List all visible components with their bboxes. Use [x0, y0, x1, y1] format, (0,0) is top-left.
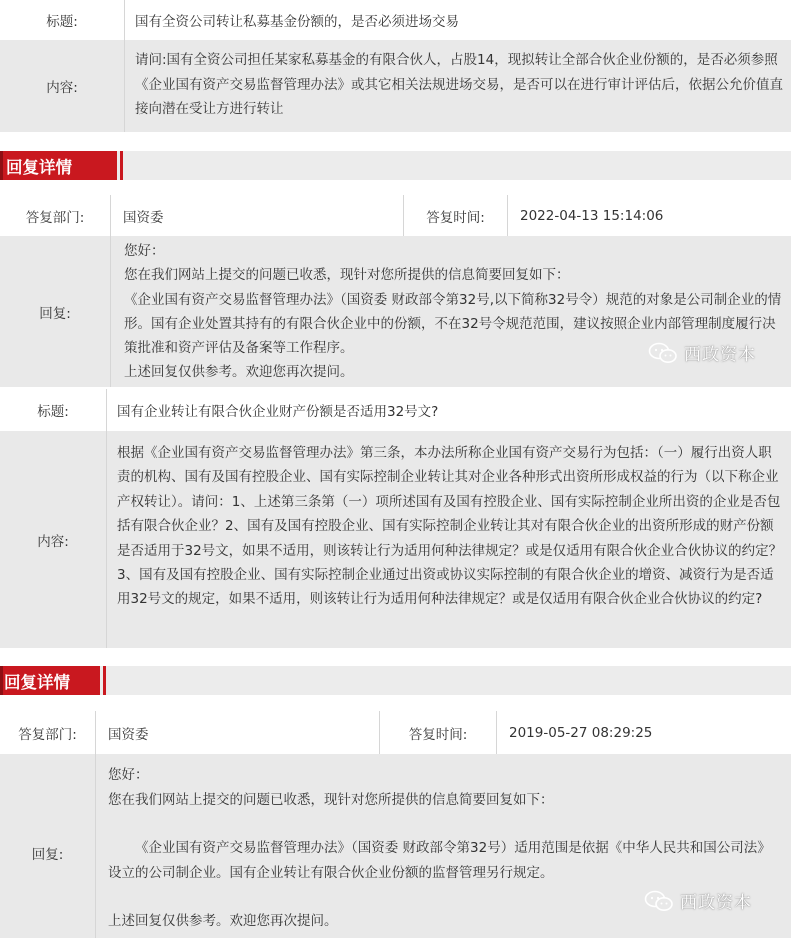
time-value: 2019-05-27 08:29:25 [509, 724, 653, 741]
reply-content: 您好： 您在我们网站上提交的问题已收悉，现针对您所提供的信息简要回复如下： 《企业国有资产交易监督管理办法》（国资委 财政部令第32号）适用范围是依据《中华人民共和国公司法》设立的公司制企业。国有企业转让有限合伙企业份额的监督管理另行规定。 上述回复仅供参考。欢迎您再次提问。 [108, 767, 771, 929]
reply-details-tag: 回复详情 [0, 151, 117, 180]
title-label: 标题: [0, 0, 125, 40]
dept-value: 国资委 [96, 711, 380, 754]
reply-details-tag: 回复详情 [0, 666, 100, 695]
dept-value: 国资委 [111, 195, 404, 236]
title-row [0, 389, 791, 431]
time-value: 2022-04-13 15:14:06 [520, 207, 664, 224]
dept-label: 答复部门: [0, 711, 96, 754]
question-title: 国有企业转让有限合伙企业财产份额是否适用32号文? [117, 404, 439, 420]
watermark [648, 340, 756, 365]
wechat-icon [644, 890, 674, 912]
dept-label: 答复部门: [0, 195, 111, 236]
watermark [644, 888, 752, 913]
reply-label: 回复: [0, 236, 111, 387]
dept-row [0, 195, 791, 236]
title-row [0, 0, 791, 40]
question-content: 根据《企业国有资产交易监督管理办法》第三条，本办法所称企业国有资产交易行为包括：（一）履行出资人职责的机构、国有及国有控股企业、国有实际控制企业转让其对企业各种形式出资所形成权益的行为（以下称企业产权转让）。请问：1、上述第三条第（一）项所述国有及国有控股企业、国有实际控制企业所出资的企业是否包括有限合伙企业？2、国有及国有控股企业、国有实际控制企业转让其对有限合伙企业的出资所形成的财产份额是否适用于32号文，如果不适用，则该转让行为适用何种法律规定？或是仅适用有限合伙企业合伙协议的约定？3、国有及国有控股企业、国有实际控制企业通过出资或协议实际控制的有限合伙企业的增资、减资行为是否适用32号文的规定，如果不适用，则该转让行为适用何种法律规定？或是仅适用有限合伙企业合伙协议的约定? [117, 445, 783, 608]
reply-content: 您好： 您在我们网站上提交的问题已收悉，现针对您所提供的信息简要回复如下： 《企业国有资产交易监督管理办法》（国资委 财政部令第32号,以下简称32号令）规范的对象是公司制企业的情形。国有企业处置其持有的有限合伙企业中的份额，不在32号令规范范围，建议按照企业内部管理制度履行决策批准和资产评估及备案等工作程序。 上述回复仅供参考。欢迎您再次提问。 [124, 243, 782, 381]
question-block-1 [0, 0, 791, 132]
question-title: 国有全资公司转让私募基金份额的，是否必须进场交易 [135, 14, 459, 30]
reply-block-1 [0, 195, 791, 387]
reply-block-2 [0, 711, 791, 938]
dept-row [0, 711, 791, 754]
content-label: 内容: [0, 431, 107, 648]
wechat-icon [648, 342, 678, 364]
question-block-2 [0, 389, 791, 648]
watermark-text: 西政资本 [680, 893, 752, 913]
content-label: 内容: [0, 40, 125, 132]
content-row [0, 431, 791, 648]
time-label: 答复时间: [380, 711, 497, 754]
reply-header-1 [0, 151, 791, 180]
reply-label: 回复: [0, 754, 96, 938]
reply-header-2 [0, 666, 791, 695]
time-label: 答复时间: [404, 195, 508, 236]
question-content: 请问:国有全资公司担任某家私募基金的有限合伙人，占股14，现拟转让全部合伙企业份额的，是否必须参照《企业国有资产交易监督管理办法》或其它相关法规进场交易，是否可以在进行审计评估后，依据公允价值直接向潜在受让方进行转让 [135, 52, 783, 117]
title-label: 标题: [0, 389, 107, 431]
content-row [0, 40, 791, 132]
watermark-text: 西政资本 [684, 345, 756, 365]
